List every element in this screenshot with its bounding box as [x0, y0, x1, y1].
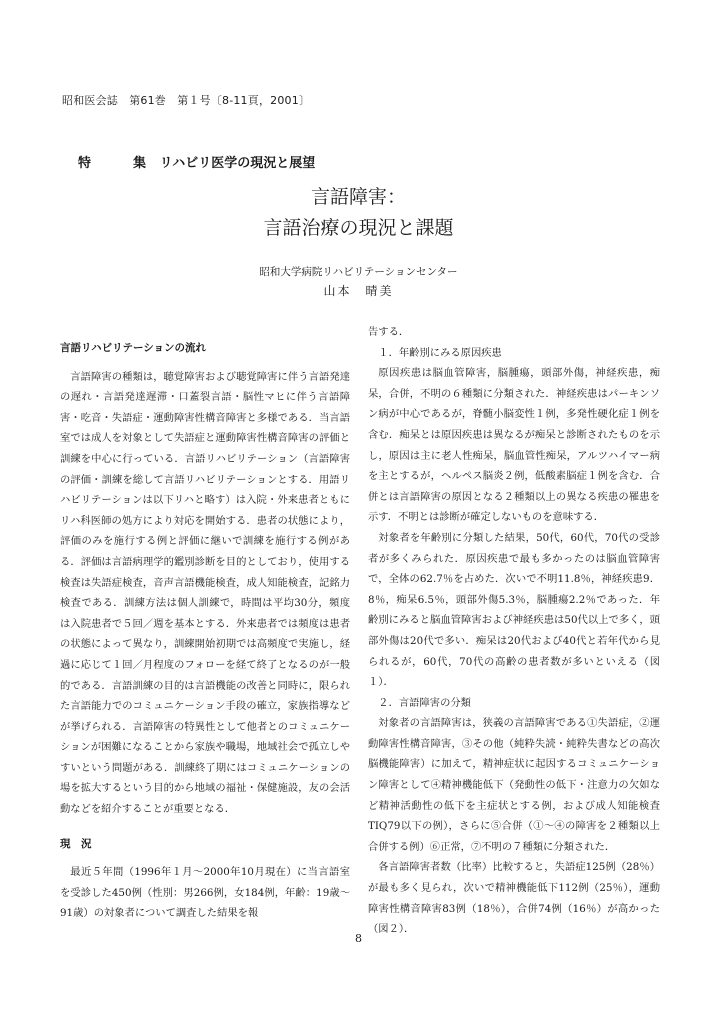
- subsection-heading-2: ２．言語障害の分類: [378, 696, 471, 709]
- author-name: 山本 晴美: [323, 284, 394, 298]
- special-label-b: 集: [133, 156, 147, 171]
- article-title-line-1: 言語障害：: [310, 186, 406, 208]
- continued-text: 告する．: [368, 326, 410, 338]
- section-heading-status: 現 況: [60, 837, 92, 850]
- subsection-1-paragraph-2: 対象者を年齢別に分類した結果，50代，60代，70代の受診者が多くみられた．原因疾患で最も多かったのは脳血管障害で，全体の62.7％を占めた．次いで不明11.8％，神経疾患9．8％，痴呆6.5％，頭部外傷5.3％，脳腫瘍2.2％であった．年齢別にみると脳血管障害および神経疾患は50代以上で多く，頭部外傷は20代で多い．痴呆は20代および40代と若年代から見られるが，60代，70代の高齢の患者数が多いといえる（図１）．: [368, 531, 660, 689]
- right-column: [368, 322, 660, 940]
- special-label-a: 特: [78, 156, 92, 171]
- left-column: [60, 338, 350, 924]
- special-feature-heading: [78, 152, 315, 171]
- journal-citation: 昭和医会誌 第61巻 第１号〔8-11頁，2001〕: [62, 94, 311, 107]
- subsection-2-paragraph-2: 各言語障害者数（比率）比較すると，失語症125例（28％）が最も多く見られ，次いで精神機能低下112例（25％），運動障害性構音障害83例（18％），合併74例（16％）が高かった（図２）．: [368, 861, 660, 936]
- article-title-line-2: 言語治療の現況と課題: [263, 217, 454, 239]
- section-heading-flow: 言語リハビリテーションの流れ: [60, 342, 207, 354]
- section-status-paragraph: 最近５年間（1996年１月～2000年10月現在）に当言語室を受診した450例（性別：男266例，女184例，年齢：19歳～91歳）の対象者について調査した結果を報: [60, 866, 350, 920]
- special-topic: リハビリ医学の現況と展望: [159, 156, 316, 171]
- section-flow-paragraph: 言語障害の種類は，聴覚障害および聴覚障害に伴う言語発達の遅れ・言語発達遅滞・口蓋裂言語・脳性マヒに伴う言語障害・吃音・失語症・運動障害性構音障害と多様である．当言語室では成人を対象として失語症と運動障害性構音障害の評価と訓練を中心に行っている．言語リハビリテーション（言語障害の評価・訓練を総して言語リハビリテーションとする．用語リハビリテーションは以下リハと略す）は入院・外来患者ともにリハ科医師の処方により対応を開始する．患者の状態により，評価のみを施行する例と評価に継いで訓練を施行する例がある．評価は言語病理学的鑑別診断を目的としており，使用する検査は失語症検査，音声言語機能検査，成人知能検査，記銘力検査である．訓練方法は個人訓練で，時間は平均30分，頻度は入院患者で５回／週を基本とする．外来患者では頻度は患者の状態によって異なり，訓練開始初期では高頻度で実施し，経過に応じて１回／月程度のフォローを経て終了となるのが一般的である．言語訓練の目的は言語機能の改善と同時に，限られた言語能力でのコミュニケーション手段の確立，家族指導などが挙げられる．言語障害の特異性として他者とのコミュニケーションが困難になることから家族や職場，地域社会で孤立しやすいという問題がある．訓練終了期にはコミュニケーションの場を拡大するという目的から地域の福祉・保健施設，友の会活動などを紹介することが重要となる．: [60, 370, 350, 816]
- subsection-1-paragraph-1: 原因疾患は脳血管障害，脳腫瘍，頭部外傷，神経疾患，痴呆，合併，不明の６種類に分類された．神経疾患はパーキンソン病が中心であるが，脊髄小脳変性１例，多発性硬化症１例を含む．痴呆とは原因疾患は異なるが痴呆と診断されたものを示し，原因は主に老人性痴呆，脳血管性痴呆，アルツハイマー病を主とするが，ヘルペス脳炎２例，低酸素脳症１例を含む．合併とは言語障害の原因となる２種類以上の異なる疾患の罹患を示す．不明とは診断が確定しないものを意味する．: [368, 367, 660, 524]
- subsection-2-paragraph-1: 対象者の言語障害は，狭義の言語障害である①失語症，②運動障害性構音障害，③その他（純粋失読・純粋失書などの高次脳機能障害）に加えて，精神症状に起因するコミュニケーション障害として④精神機能低下（発動性の低下・注意力の欠如など精神活動性の低下を主症状とする例，および成人知能検査TIQ79以下の例），さらに⑤合併（①～④の障害を２種類以上合併する例）⑥正常，⑦不明の７種類に分類された．: [368, 717, 660, 853]
- page-number: 8: [355, 932, 362, 945]
- subsection-heading-1: １．年齢別にみる原因疾患: [378, 346, 502, 359]
- author-affiliation: 昭和大学病院リハビリテーションセンター: [259, 266, 458, 278]
